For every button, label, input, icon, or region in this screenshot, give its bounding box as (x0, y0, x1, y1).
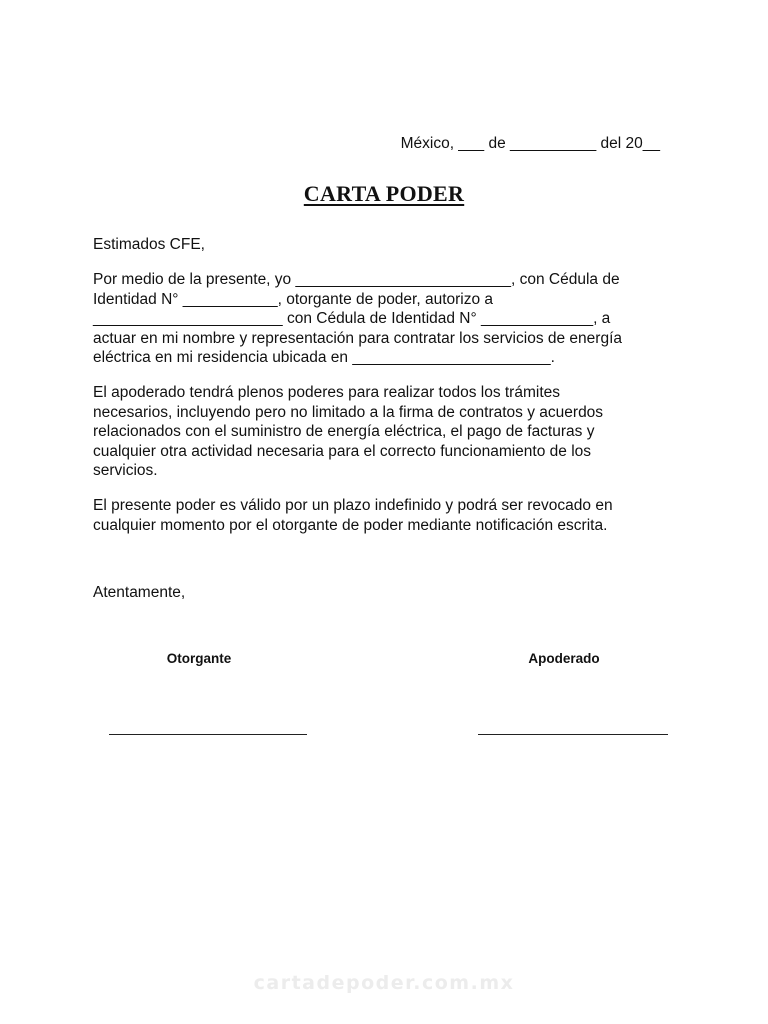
paragraph-powers: El apoderado tendrá plenos poderes para realizar todos los trámites necesarios, incluyendo pero no limitado a la firma de contratos y acuerdos relacionados con el suministro de energía eléctrica, el pago de facturas y cualquier otra actividad necesaria para el correcto funcionamiento de los servicios. (93, 384, 604, 480)
closing: Atentamente, (93, 584, 186, 601)
document-title: CARTA PODER (303, 181, 465, 206)
greeting: Estimados CFE, (93, 236, 205, 253)
signature-label-otorgante: Otorgante (166, 651, 232, 666)
signature-label-apoderado: Apoderado (528, 651, 600, 666)
signature-line-otorgante (109, 734, 307, 735)
signature-line-apoderado (478, 734, 668, 735)
date-line: México, ___ de __________ del 20__ (400, 135, 660, 152)
watermark: cartadepoder.com.mx (253, 972, 515, 994)
paragraph-authorization: Por medio de la presente, yo _________________________, con Cédula de Identidad N° ___________, otorgante de poder, autorizo a ______________________ con Cédula de Identidad N° _____________, a actuar en mi nombre y representación para contratar los servicios de energía eléctrica en mi residencia ubicada en _______________________. (93, 271, 622, 367)
paragraph-validity: El presente poder es válido por un plazo indefinido y podrá ser revocado en cualquier momento por el otorgante de poder mediante notificación escrita. (93, 497, 613, 534)
